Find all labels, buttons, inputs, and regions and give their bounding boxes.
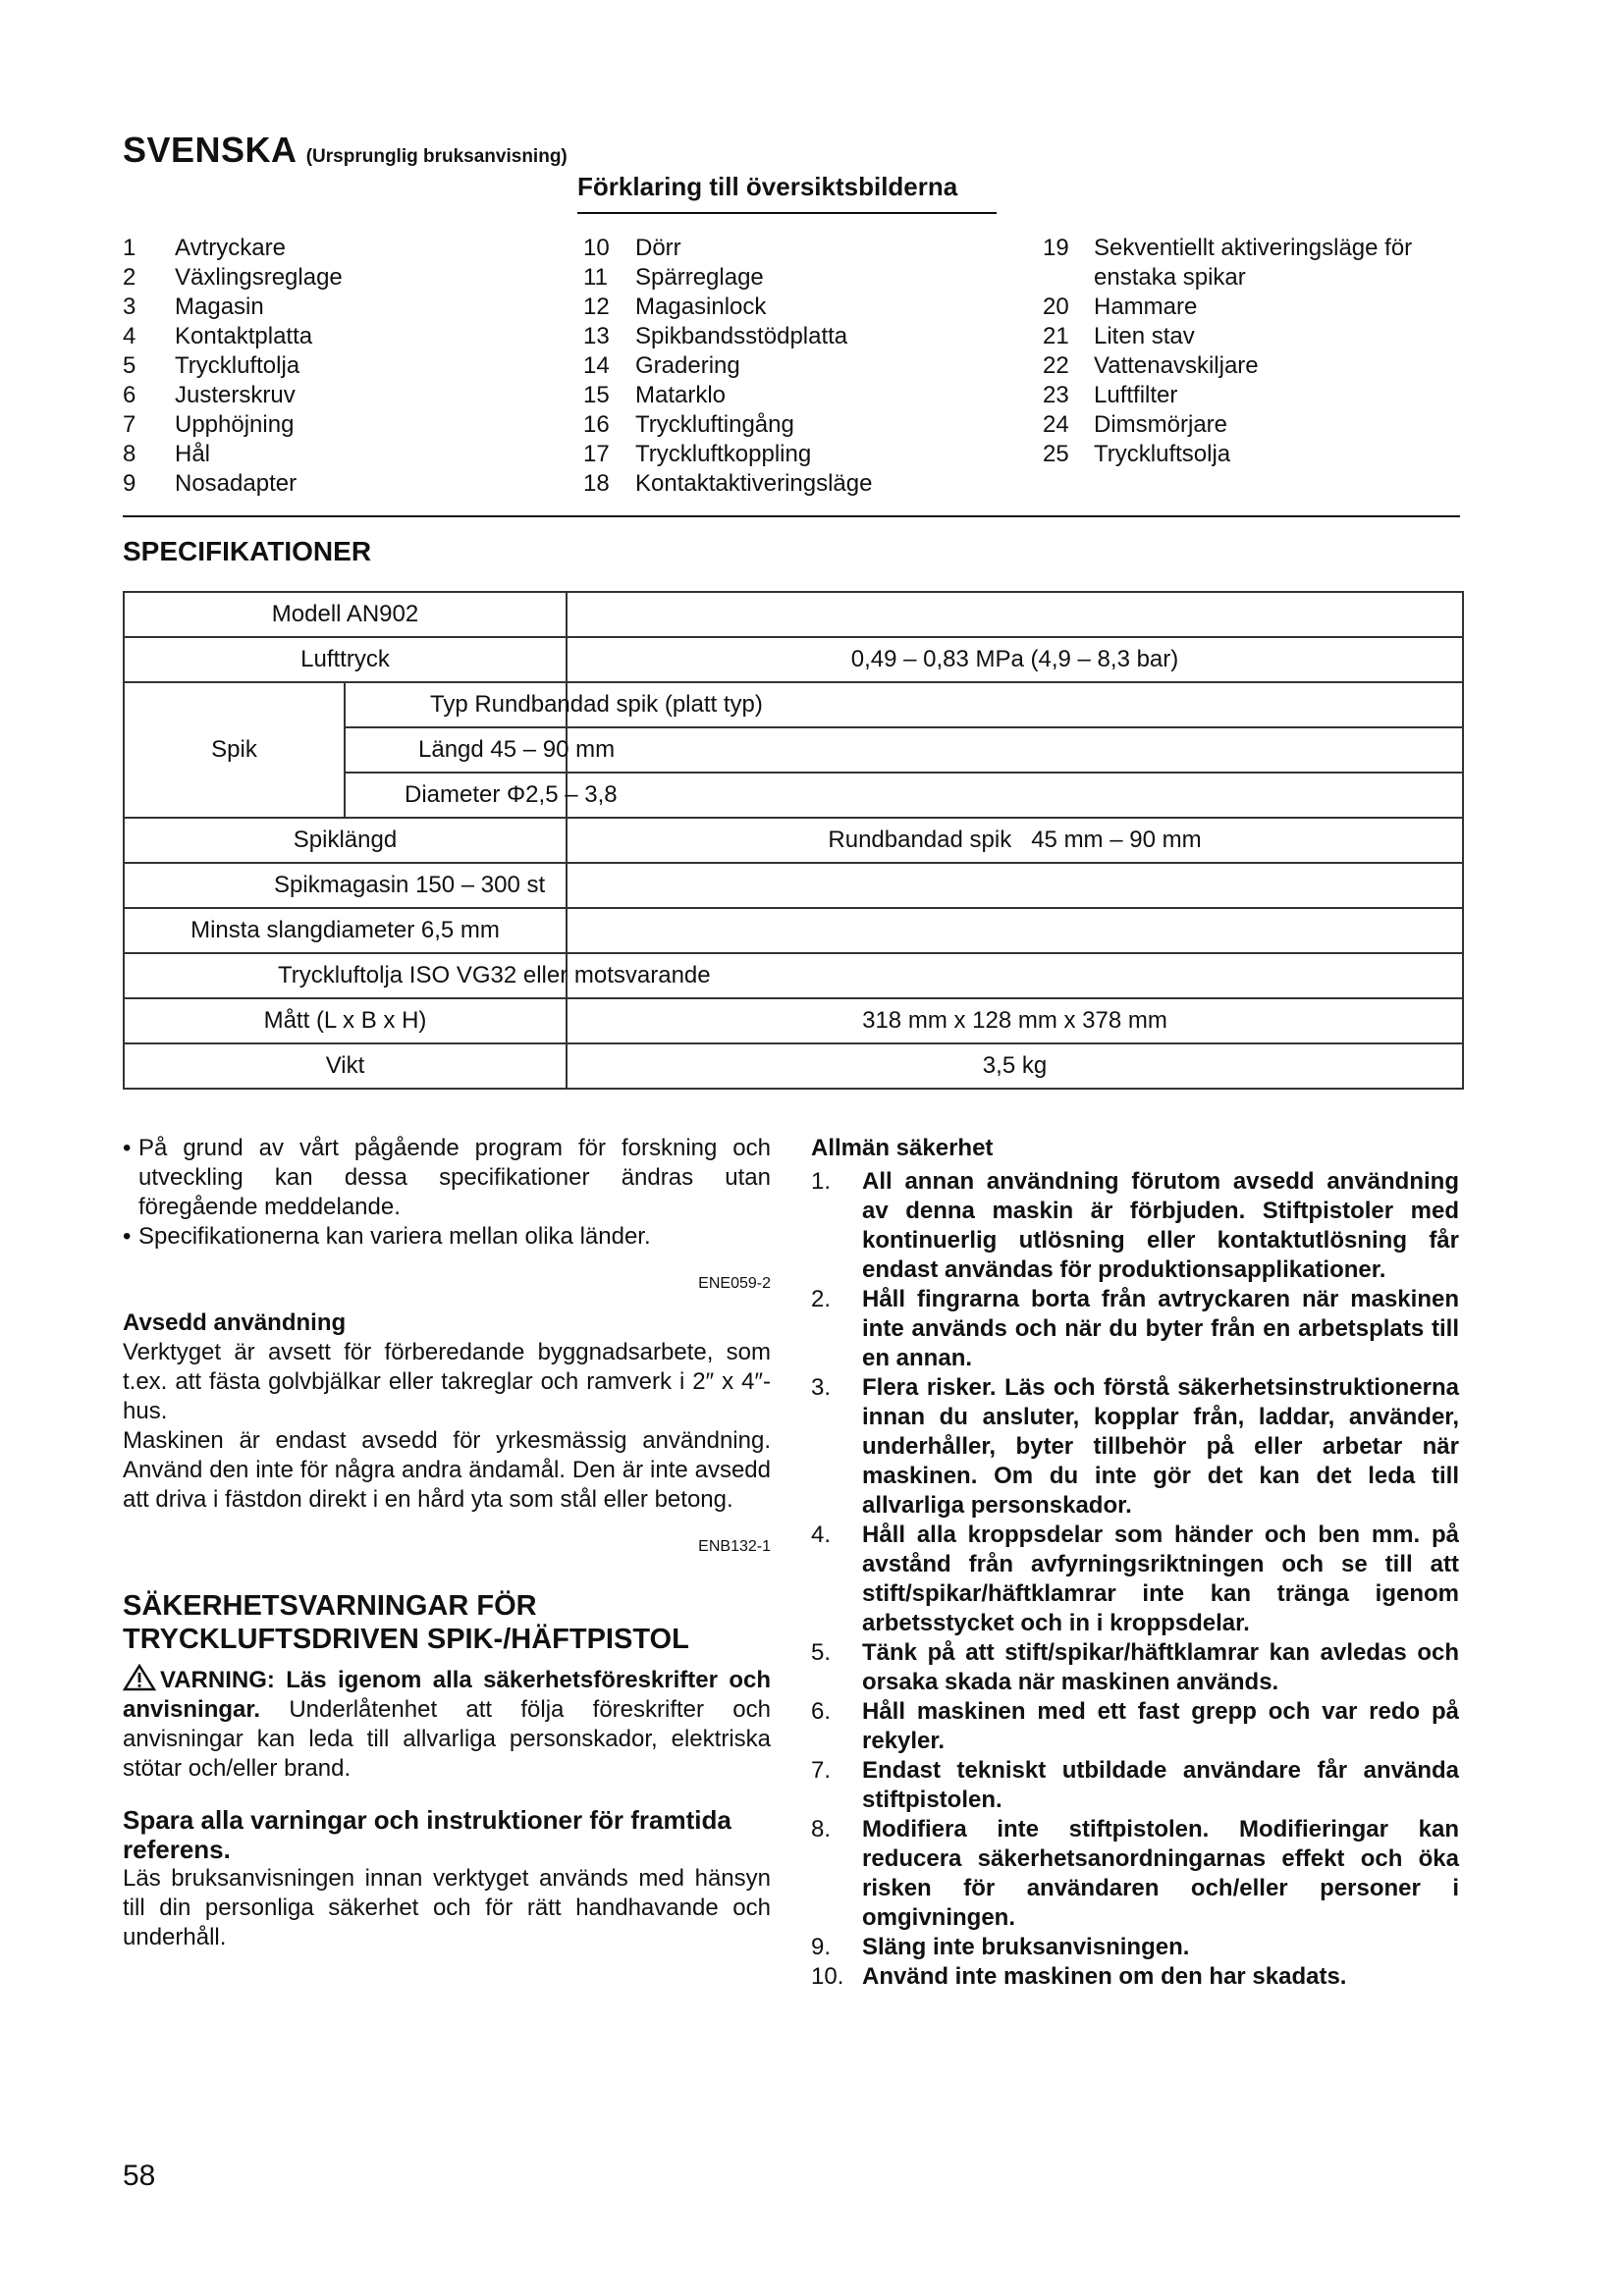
legend-number: 13 <box>583 323 610 349</box>
spec-note-2: • Specifikationerna kan variera mellan olika länder. <box>123 1222 771 1252</box>
general-safety-list <box>811 1167 1459 1992</box>
legend-number: 11 <box>583 264 608 291</box>
safety-item-number: 6. <box>811 1698 832 1725</box>
legend-label: Matarklo <box>635 382 727 408</box>
spec-magazine: Spikmagasin 150 – 300 st <box>274 872 546 898</box>
legend-column-2 <box>583 234 872 499</box>
safety-warnings-heading: SÄKERHETSVARNINGAR FÖR TRYCKLUFTSDRIVEN SPIK-/HÄFTPISTOL <box>123 1590 689 1655</box>
legend-item <box>123 410 343 440</box>
legend-item <box>583 351 872 381</box>
safety-item-number: 7. <box>811 1757 832 1784</box>
legend-item <box>1043 293 1412 322</box>
safety-item-text: Håll maskinen med ett fast grepp och var redo på rekyler. <box>862 1698 1459 1754</box>
legend-label: Tryckluftsolja <box>1094 441 1231 467</box>
legend-item <box>583 322 872 351</box>
warning-paragraph <box>123 1664 771 1784</box>
spec-dimensions-value: 318 mm x 128 mm x 378 mm <box>567 998 1463 1043</box>
specifications-heading: SPECIFIKATIONER <box>123 536 372 566</box>
spec-nail-length-range-value: Rundbandad spik 45 mm – 90 mm <box>567 818 1463 863</box>
legend-label: Liten stav <box>1094 323 1195 349</box>
safety-item-number: 2. <box>811 1286 832 1312</box>
safety-item-number: 10. <box>811 1963 844 1990</box>
safety-item <box>811 1815 1459 1933</box>
safety-item <box>811 1638 1459 1697</box>
page-number: 58 <box>123 2160 156 2192</box>
spec-nail-diameter-cell <box>345 773 618 818</box>
safety-item-text: Flera risker. Läs och förstå säkerhetsinstruktionerna innan du ansluter, kopplar från, laddar, använder, underhåller, byter tillbehör på eller arbetar när maskinen. Om du inte gör det kan det leda till allvarliga personskador. <box>862 1374 1459 1519</box>
legend-label: Dörr <box>635 235 681 261</box>
legend-item <box>123 263 343 293</box>
spec-nail-type: Typ Rundbandad spik (platt typ) <box>430 691 763 718</box>
spec-dimensions-label: Mått (L x B x H) <box>124 998 567 1043</box>
spec-row-model <box>124 592 1463 637</box>
legend-number: 12 <box>583 294 610 320</box>
legend-item <box>1043 381 1412 410</box>
legend-label: Tryckluftingång <box>635 411 794 438</box>
legend-number: 21 <box>1043 323 1069 349</box>
legend-number: 1 <box>123 235 136 261</box>
safety-item <box>811 1933 1459 1962</box>
safety-item <box>811 1167 1459 1285</box>
spec-nail-diameter: Diameter Φ2,5 – 3,8 <box>405 781 618 808</box>
spec-row-weight <box>124 1043 1463 1089</box>
legend-item <box>123 440 343 469</box>
safety-item-number: 8. <box>811 1816 832 1842</box>
legend-label: Avtryckare <box>175 235 286 261</box>
legend-item <box>123 293 343 322</box>
safety-item-text: Håll alla kroppsdelar som händer och ben mm. på avstånd från avfyrningsriktningen och se till att stift/spikar/häftklamrar inte kan tränga igenom arbetsstycket och in i kroppsdelar. <box>862 1522 1459 1636</box>
legend-number: 20 <box>1043 294 1069 320</box>
legend-column-3 <box>1043 234 1412 469</box>
intended-use-text-1: Verktyget är avsett för förberedande byggnadsarbete, som t.ex. att fästa golvbjälkar eller takreglar och ramverk i 2″ x 4″-hus. <box>123 1339 771 1424</box>
overview-underline <box>577 212 997 214</box>
spec-nail-type-cell <box>345 682 763 727</box>
left-column <box>123 1134 771 1952</box>
safety-item-number: 4. <box>811 1522 832 1548</box>
spec-nail-length: Längd 45 – 90 mm <box>418 736 616 763</box>
legend-number: 16 <box>583 411 610 438</box>
spec-magazine-cell <box>124 863 567 908</box>
safety-item-text: Håll fingrarna borta från avtryckaren när maskinen inte används och när du byter från en arbetsplats till en annan. <box>862 1286 1459 1371</box>
spec-air-pressure-value: 0,49 – 0,83 MPa (4,9 – 8,3 bar) <box>567 637 1463 682</box>
safety-item-number: 9. <box>811 1934 832 1960</box>
legend-label: enstaka spikar <box>1094 264 1246 291</box>
spec-row-oil <box>124 953 1463 998</box>
safety-item-number: 1. <box>811 1168 832 1195</box>
legend-label: Nosadapter <box>175 470 298 497</box>
legend-number: 4 <box>123 323 136 349</box>
legend-number: 17 <box>583 441 610 467</box>
language-name: SVENSKA <box>123 130 297 170</box>
spec-row-hose <box>124 908 1463 953</box>
safety-item-number: 3. <box>811 1374 832 1401</box>
safety-item-text: Släng inte bruksanvisningen. <box>862 1934 1190 1960</box>
safety-item <box>811 1521 1459 1638</box>
legend-item <box>583 440 872 469</box>
legend-number: 24 <box>1043 411 1069 438</box>
legend-item <box>1043 263 1412 293</box>
legend-item <box>583 263 872 293</box>
legend-number: 10 <box>583 235 610 261</box>
legend-number: 8 <box>123 441 136 467</box>
legend-label: Spikbandsstödplatta <box>635 323 848 349</box>
legend-number: 5 <box>123 352 136 379</box>
spec-oil-cell <box>124 953 711 998</box>
legend-label: Växlingsreglage <box>175 264 343 291</box>
legend-item <box>123 351 343 381</box>
safety-item-number: 5. <box>811 1639 832 1666</box>
spec-hose: Minsta slangdiameter 6,5 mm <box>124 908 567 953</box>
legend-item <box>1043 410 1412 440</box>
legend-label: Hål <box>175 441 211 467</box>
section-divider <box>123 515 1460 517</box>
safety-item <box>811 1962 1459 1992</box>
spec-row-dimensions <box>124 998 1463 1043</box>
spec-row-magazine <box>124 863 1463 908</box>
legend-number: 23 <box>1043 382 1069 408</box>
legend-label: Magasinlock <box>635 294 767 320</box>
legend-item <box>583 469 872 499</box>
doc-code-2: ENB132-1 <box>698 1538 771 1555</box>
spec-row-nail-type <box>124 682 1463 727</box>
legend-number: 7 <box>123 411 136 438</box>
spec-air-pressure-label: Lufttryck <box>124 637 567 682</box>
legend-label: Kontaktplatta <box>175 323 313 349</box>
legend-number: 3 <box>123 294 136 320</box>
legend-number: 18 <box>583 470 610 497</box>
spec-nail-label: Spik <box>124 682 345 818</box>
legend-item <box>583 410 872 440</box>
spec-note-1: • På grund av vårt pågående program för forskning och utveckling kan dessa specifikationer ändras utan föregående meddelande. <box>123 1134 771 1222</box>
warning-triangle-icon <box>123 1664 156 1691</box>
legend-item <box>583 381 872 410</box>
legend-label: Magasin <box>175 294 264 320</box>
legend-label: Hammare <box>1094 294 1198 320</box>
legend-label: Luftfilter <box>1094 382 1178 408</box>
spec-weight-value: 3,5 kg <box>567 1043 1463 1089</box>
safety-item <box>811 1697 1459 1756</box>
legend-item <box>583 234 872 263</box>
spec-hose-value <box>567 908 1463 953</box>
safety-item-text: Modifiera inte stiftpistolen. Modifieringar kan reducera säkerhetsanordningarnas effekt och öka risken för användaren och/eller personer i omgivningen. <box>862 1816 1459 1931</box>
intended-use-text-2: Maskinen är endast avsedd för yrkesmässig användning. Använd den inte för några andra ändamål. Den är inte avsedd att driva i fästdon direkt i en hård yta som stål eller betong. <box>123 1427 771 1513</box>
safety-item-text: Använd inte maskinen om den har skadats. <box>862 1963 1347 1990</box>
spec-weight-label: Vikt <box>124 1043 567 1089</box>
legend-number: 22 <box>1043 352 1069 379</box>
language-title <box>123 130 568 171</box>
legend-label: Gradering <box>635 352 740 379</box>
legend-item <box>123 322 343 351</box>
safety-item-text: Tänk på att stift/spikar/häftklamrar kan avledas och orsaka skada när maskinen används. <box>862 1639 1459 1695</box>
language-note: (Ursprunglig bruksanvisning) <box>305 146 568 167</box>
spec-model: Modell AN902 <box>124 592 567 637</box>
legend-number <box>1043 263 1094 293</box>
legend-item <box>1043 234 1412 263</box>
safety-item-text: All annan användning förutom avsedd användning av denna maskin är förbjuden. Stiftpistoler med kontinuerlig utlösning eller kontaktutlösning får endast användas för produktionsapplikationer. <box>862 1168 1459 1283</box>
legend-number: 6 <box>123 382 136 408</box>
general-safety-heading: Allmän säkerhet <box>811 1135 994 1161</box>
legend-item <box>583 293 872 322</box>
spec-nail-length-cell <box>345 727 616 773</box>
legend-number: 25 <box>1043 441 1069 467</box>
legend-label: Justerskruv <box>175 382 296 408</box>
legend-item <box>123 381 343 410</box>
spec-model-value <box>567 592 1463 637</box>
legend-label: Kontaktaktiveringsläge <box>635 470 873 497</box>
legend-item <box>1043 322 1412 351</box>
specifications-table <box>123 591 1464 1090</box>
legend-column-1 <box>123 234 343 499</box>
legend-label: Dimsmörjare <box>1094 411 1228 438</box>
legend-number: 19 <box>1043 235 1069 261</box>
legend-number: 14 <box>583 352 610 379</box>
legend-label: Upphöjning <box>175 411 295 438</box>
legend-number: 15 <box>583 382 610 408</box>
legend-item <box>123 234 343 263</box>
legend-label: Sekventiellt aktiveringsläge för <box>1094 235 1413 261</box>
spec-nail-length-label: Spiklängd <box>124 818 567 863</box>
doc-code-1: ENE059-2 <box>698 1275 771 1292</box>
legend-item <box>123 469 343 499</box>
legend-label: Tryckluftolja <box>175 352 300 379</box>
spec-row-air-pressure <box>124 637 1463 682</box>
safety-item <box>811 1373 1459 1521</box>
warning-lead: VARNING: Läs igenom alla säkerhetsföreskrifter och anvisningar. <box>123 1667 771 1723</box>
right-column <box>811 1134 1459 1992</box>
legend-item <box>1043 351 1412 381</box>
intended-use-heading: Avsedd användning <box>123 1309 347 1336</box>
spec-row-nail-length-range <box>124 818 1463 863</box>
legend-label: Vattenavskiljare <box>1094 352 1259 379</box>
save-instructions-text: Läs bruksanvisningen innan verktyget används med hänsyn till din personliga säkerhet och för rätt handhavande och underhåll. <box>123 1865 771 1950</box>
legend-label: Tryckluftkoppling <box>635 441 812 467</box>
save-instructions-heading: Spara alla varningar och instruktioner för framtida referens. <box>123 1805 731 1864</box>
safety-item-text: Endast tekniskt utbildade användare får använda stiftpistolen. <box>862 1757 1459 1813</box>
legend-number: 9 <box>123 470 136 497</box>
spec-oil: Tryckluftolja ISO VG32 eller motsvarande <box>278 962 711 988</box>
safety-item <box>811 1756 1459 1815</box>
warning-text: Underlåtenhet att följa föreskrifter och anvisningar kan leda till allvarliga personskador, elektriska stötar och/eller brand. <box>123 1696 771 1782</box>
legend-item <box>1043 440 1412 469</box>
overview-heading: Förklaring till översiktsbilderna <box>577 172 958 201</box>
legend-number: 2 <box>123 264 136 291</box>
legend-label: Spärreglage <box>635 264 764 291</box>
safety-item <box>811 1285 1459 1373</box>
